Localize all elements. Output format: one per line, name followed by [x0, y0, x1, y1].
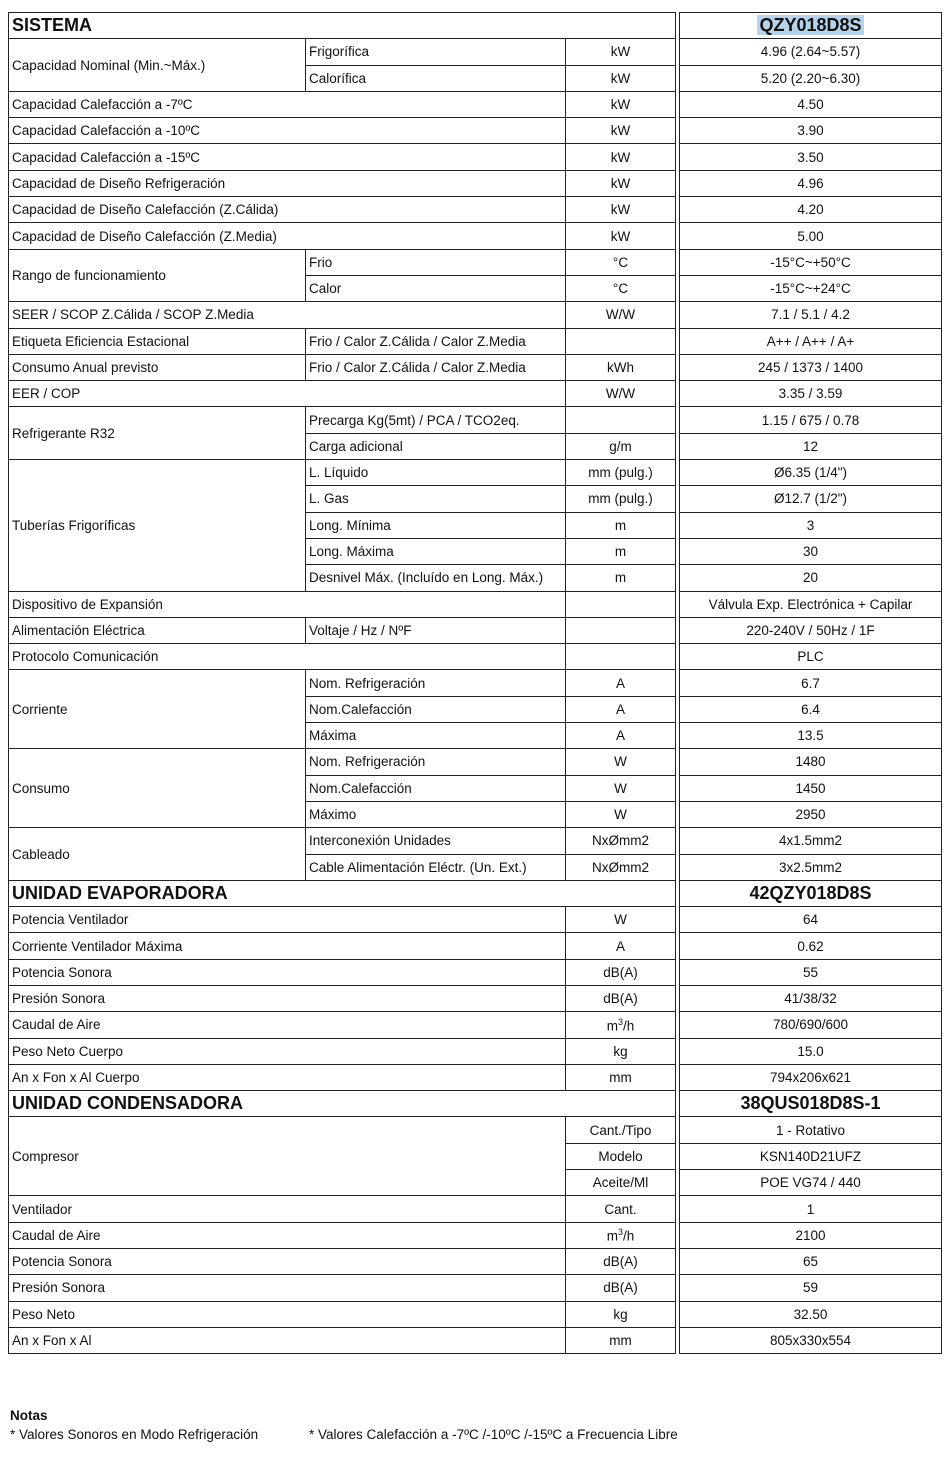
row-label: Rango de funcionamiento	[9, 249, 306, 302]
row-sublabel: Nom. Refrigeración	[306, 670, 566, 696]
row-value: 4.96	[680, 170, 942, 196]
row-sublabel: Calor	[306, 275, 566, 301]
row-unit: W	[566, 775, 676, 801]
row-value: POE VG74 / 440	[680, 1170, 942, 1196]
row-value: 55	[680, 959, 942, 985]
row-unit: W	[566, 801, 676, 827]
notes-title: Notas	[10, 1408, 48, 1423]
row-label: Consumo Anual previsto	[9, 354, 306, 380]
spec-row	[9, 144, 942, 170]
spec-row	[9, 749, 942, 775]
row-value: 3.50	[680, 144, 942, 170]
row-label: Caudal de Aire	[9, 1222, 566, 1248]
row-unit	[566, 591, 676, 617]
row-value: 13.5	[680, 723, 942, 749]
row-sublabel: Frio / Calor Z.Cálida / Calor Z.Media	[306, 354, 566, 380]
spec-row	[9, 170, 942, 196]
row-label: Etiqueta Eficiencia Estacional	[9, 328, 306, 354]
row-value: 64	[680, 907, 942, 933]
row-unit: kW	[566, 39, 676, 65]
row-value: 1480	[680, 749, 942, 775]
row-unit: kW	[566, 223, 676, 249]
row-value: 5.00	[680, 223, 942, 249]
row-value: 5.20 (2.20~6.30)	[680, 65, 942, 91]
spec-row	[9, 1038, 942, 1064]
row-value: 3.35 / 3.59	[680, 381, 942, 407]
row-label: Consumo	[9, 749, 306, 828]
row-value: 20	[680, 565, 942, 591]
spec-row	[9, 670, 942, 696]
row-label: Capacidad Calefacción a -10ºC	[9, 118, 566, 144]
model-code: QZY018D8S	[759, 15, 862, 36]
row-label: Compresor	[9, 1117, 566, 1196]
row-label: SEER / SCOP Z.Cálida / SCOP Z.Media	[9, 302, 566, 328]
row-value: 6.7	[680, 670, 942, 696]
section-model	[680, 880, 942, 906]
row-sublabel: Desnivel Máx. (Incluído en Long. Máx.)	[306, 565, 566, 591]
spec-row	[9, 1117, 942, 1143]
row-label: Protocolo Comunicación	[9, 644, 566, 670]
section-model	[680, 13, 942, 39]
spec-row	[9, 985, 942, 1011]
notes	[10, 1408, 678, 1442]
row-sublabel: Frio / Calor Z.Cálida / Calor Z.Media	[306, 328, 566, 354]
row-label: Potencia Ventilador	[9, 907, 566, 933]
row-sublabel: Máxima	[306, 723, 566, 749]
section-title: SISTEMA	[9, 13, 676, 39]
spec-row	[9, 249, 942, 275]
row-value: 3	[680, 512, 942, 538]
row-value: 32.50	[680, 1301, 942, 1327]
row-value: 1	[680, 1196, 942, 1222]
spec-row	[9, 407, 942, 433]
row-unit: mm (pulg.)	[566, 486, 676, 512]
row-label: An x Fon x Al Cuerpo	[9, 1064, 566, 1090]
row-sublabel: Calorífica	[306, 65, 566, 91]
row-unit: dB(A)	[566, 959, 676, 985]
row-unit: A	[566, 723, 676, 749]
section-title: UNIDAD EVAPORADORA	[9, 880, 676, 906]
row-value: 6.4	[680, 696, 942, 722]
row-label: Capacidad de Diseño Calefacción (Z.Cálida)	[9, 197, 566, 223]
row-unit: mm (pulg.)	[566, 460, 676, 486]
row-unit: Cant./Tipo	[566, 1117, 676, 1143]
row-unit: m	[566, 538, 676, 564]
row-value: 1450	[680, 775, 942, 801]
spec-row	[9, 460, 942, 486]
row-label: Refrigerante R32	[9, 407, 306, 460]
row-unit: W/W	[566, 302, 676, 328]
row-sublabel: L. Líquido	[306, 460, 566, 486]
row-sublabel: Carga adicional	[306, 433, 566, 459]
row-unit: kWh	[566, 354, 676, 380]
row-unit: mm	[566, 1064, 676, 1090]
row-value: 1.15 / 675 / 0.78	[680, 407, 942, 433]
spec-row	[9, 39, 942, 65]
spec-row	[9, 907, 942, 933]
row-label: Peso Neto Cuerpo	[9, 1038, 566, 1064]
spec-row	[9, 1275, 942, 1301]
row-label: Presión Sonora	[9, 985, 566, 1011]
spec-row	[9, 933, 942, 959]
spec-row	[9, 91, 942, 117]
row-label: Peso Neto	[9, 1301, 566, 1327]
section-header	[9, 1091, 942, 1117]
row-unit	[566, 644, 676, 670]
row-unit	[566, 617, 676, 643]
row-value: 794x206x621	[680, 1064, 942, 1090]
row-sublabel: Frio	[306, 249, 566, 275]
model-code: 38QUS018D8S-1	[740, 1093, 881, 1114]
row-label: Potencia Sonora	[9, 959, 566, 985]
row-label: Cableado	[9, 828, 306, 881]
row-value: -15°C~+50°C	[680, 249, 942, 275]
row-unit: A	[566, 933, 676, 959]
row-value: 30	[680, 538, 942, 564]
row-unit: g/m	[566, 433, 676, 459]
spec-row	[9, 354, 942, 380]
spec-row	[9, 1301, 942, 1327]
row-sublabel: Máximo	[306, 801, 566, 827]
note-sound: * Valores Sonoros en Modo Refrigeración	[10, 1427, 259, 1442]
row-unit: mm	[566, 1327, 676, 1353]
row-value: 245 / 1373 / 1400	[680, 354, 942, 380]
notes-row	[10, 1427, 678, 1442]
row-label: Alimentación Eléctrica	[9, 617, 306, 643]
row-value: 1 - Rotativo	[680, 1117, 942, 1143]
section-model	[680, 1091, 942, 1117]
row-label: Corriente Ventilador Máxima	[9, 933, 566, 959]
spec-row	[9, 1222, 942, 1248]
row-unit: Aceite/Ml	[566, 1170, 676, 1196]
row-value: 4.96 (2.64~5.57)	[680, 39, 942, 65]
row-unit: °C	[566, 249, 676, 275]
row-sublabel: L. Gas	[306, 486, 566, 512]
row-value: 7.1 / 5.1 / 4.2	[680, 302, 942, 328]
row-sublabel: Nom.Calefacción	[306, 775, 566, 801]
row-sublabel: Voltaje / Hz / NºF	[306, 617, 566, 643]
row-sublabel: Frigorífica	[306, 39, 566, 65]
row-sublabel: Cable Alimentación Eléctr. (Un. Ext.)	[306, 854, 566, 880]
row-value: Ø6.35 (1/4")	[680, 460, 942, 486]
spec-row	[9, 828, 942, 854]
spec-row	[9, 197, 942, 223]
row-sublabel: Nom. Refrigeración	[306, 749, 566, 775]
row-unit: NxØmm2	[566, 854, 676, 880]
row-value: 65	[680, 1248, 942, 1274]
spec-row	[9, 302, 942, 328]
spec-row	[9, 1327, 942, 1353]
row-label: EER / COP	[9, 381, 566, 407]
row-unit: $m^3/h$	[566, 1222, 676, 1248]
row-unit: m	[566, 565, 676, 591]
row-unit: kW	[566, 118, 676, 144]
row-value: KSN140D21UFZ	[680, 1143, 942, 1169]
spec-row	[9, 617, 942, 643]
row-label: Capacidad Calefacción a -15ºC	[9, 144, 566, 170]
row-label: Ventilador	[9, 1196, 566, 1222]
row-value: 3.90	[680, 118, 942, 144]
row-value: 4.20	[680, 197, 942, 223]
row-unit: dB(A)	[566, 985, 676, 1011]
spec-row	[9, 1064, 942, 1090]
row-unit: W	[566, 749, 676, 775]
row-unit: W	[566, 907, 676, 933]
row-value: 0.62	[680, 933, 942, 959]
spec-row	[9, 1248, 942, 1274]
row-unit	[566, 328, 676, 354]
row-sublabel: Precarga Kg(5mt) / PCA / TCO2eq.	[306, 407, 566, 433]
row-value: 220-240V / 50Hz / 1F	[680, 617, 942, 643]
row-value: 2950	[680, 801, 942, 827]
row-unit: W/W	[566, 381, 676, 407]
row-value: PLC	[680, 644, 942, 670]
row-unit: Cant.	[566, 1196, 676, 1222]
row-unit: dB(A)	[566, 1275, 676, 1301]
row-value: 3x2.5mm2	[680, 854, 942, 880]
row-value: 15.0	[680, 1038, 942, 1064]
spec-row	[9, 328, 942, 354]
row-value: 12	[680, 433, 942, 459]
row-value: 2100	[680, 1222, 942, 1248]
row-label: Tuberías Frigoríficas	[9, 460, 306, 591]
row-label: Capacidad Nominal (Min.~Máx.)	[9, 39, 306, 92]
row-unit: kg	[566, 1038, 676, 1064]
row-unit: m	[566, 512, 676, 538]
spec-row	[9, 223, 942, 249]
row-label: Capacidad de Diseño Calefacción (Z.Media)	[9, 223, 566, 249]
row-unit: A	[566, 670, 676, 696]
section-header	[9, 880, 942, 906]
model-code: 42QZY018D8S	[749, 882, 872, 903]
row-value: A++ / A++ / A+	[680, 328, 942, 354]
row-label: Capacidad Calefacción a -7ºC	[9, 91, 566, 117]
spec-row	[9, 959, 942, 985]
row-value: Ø12.7 (1/2")	[680, 486, 942, 512]
row-value: 59	[680, 1275, 942, 1301]
spec-row	[9, 1012, 942, 1038]
row-value: 780/690/600	[680, 1012, 942, 1038]
row-label: Dispositivo de Expansión	[9, 591, 566, 617]
row-label: Caudal de Aire	[9, 1012, 566, 1038]
row-value: -15°C~+24°C	[680, 275, 942, 301]
spec-row	[9, 381, 942, 407]
row-value: 4.50	[680, 91, 942, 117]
row-sublabel: Long. Mínima	[306, 512, 566, 538]
row-unit: kW	[566, 197, 676, 223]
spec-table	[8, 12, 942, 1354]
row-value: 4x1.5mm2	[680, 828, 942, 854]
row-value: 41/38/32	[680, 985, 942, 1011]
row-unit: A	[566, 696, 676, 722]
note-heating: * Valores Calefacción a -7ºC /-10ºC /-15ºC a Frecuencia Libre	[309, 1427, 678, 1442]
row-unit: Modelo	[566, 1143, 676, 1169]
row-sublabel: Long. Máxima	[306, 538, 566, 564]
row-unit: $m^3/h$	[566, 1012, 676, 1038]
row-sublabel: Nom.Calefacción	[306, 696, 566, 722]
spec-row	[9, 591, 942, 617]
row-label: Presión Sonora	[9, 1275, 566, 1301]
row-value: 805x330x554	[680, 1327, 942, 1353]
section-header	[9, 13, 942, 39]
row-unit: kW	[566, 91, 676, 117]
section-title: UNIDAD CONDENSADORA	[9, 1091, 676, 1117]
row-unit: kW	[566, 170, 676, 196]
spec-row	[9, 1196, 942, 1222]
row-value: Válvula Exp. Electrónica + Capilar	[680, 591, 942, 617]
row-label: Corriente	[9, 670, 306, 749]
row-unit: kg	[566, 1301, 676, 1327]
row-label: Potencia Sonora	[9, 1248, 566, 1274]
spec-row	[9, 644, 942, 670]
row-unit: kW	[566, 65, 676, 91]
row-unit: kW	[566, 144, 676, 170]
row-unit: dB(A)	[566, 1248, 676, 1274]
row-sublabel: Interconexión Unidades	[306, 828, 566, 854]
spec-sheet	[8, 12, 942, 1354]
row-unit: NxØmm2	[566, 828, 676, 854]
row-unit: °C	[566, 275, 676, 301]
row-unit	[566, 407, 676, 433]
row-label: An x Fon x Al	[9, 1327, 566, 1353]
row-label: Capacidad de Diseño Refrigeración	[9, 170, 566, 196]
spec-row	[9, 118, 942, 144]
